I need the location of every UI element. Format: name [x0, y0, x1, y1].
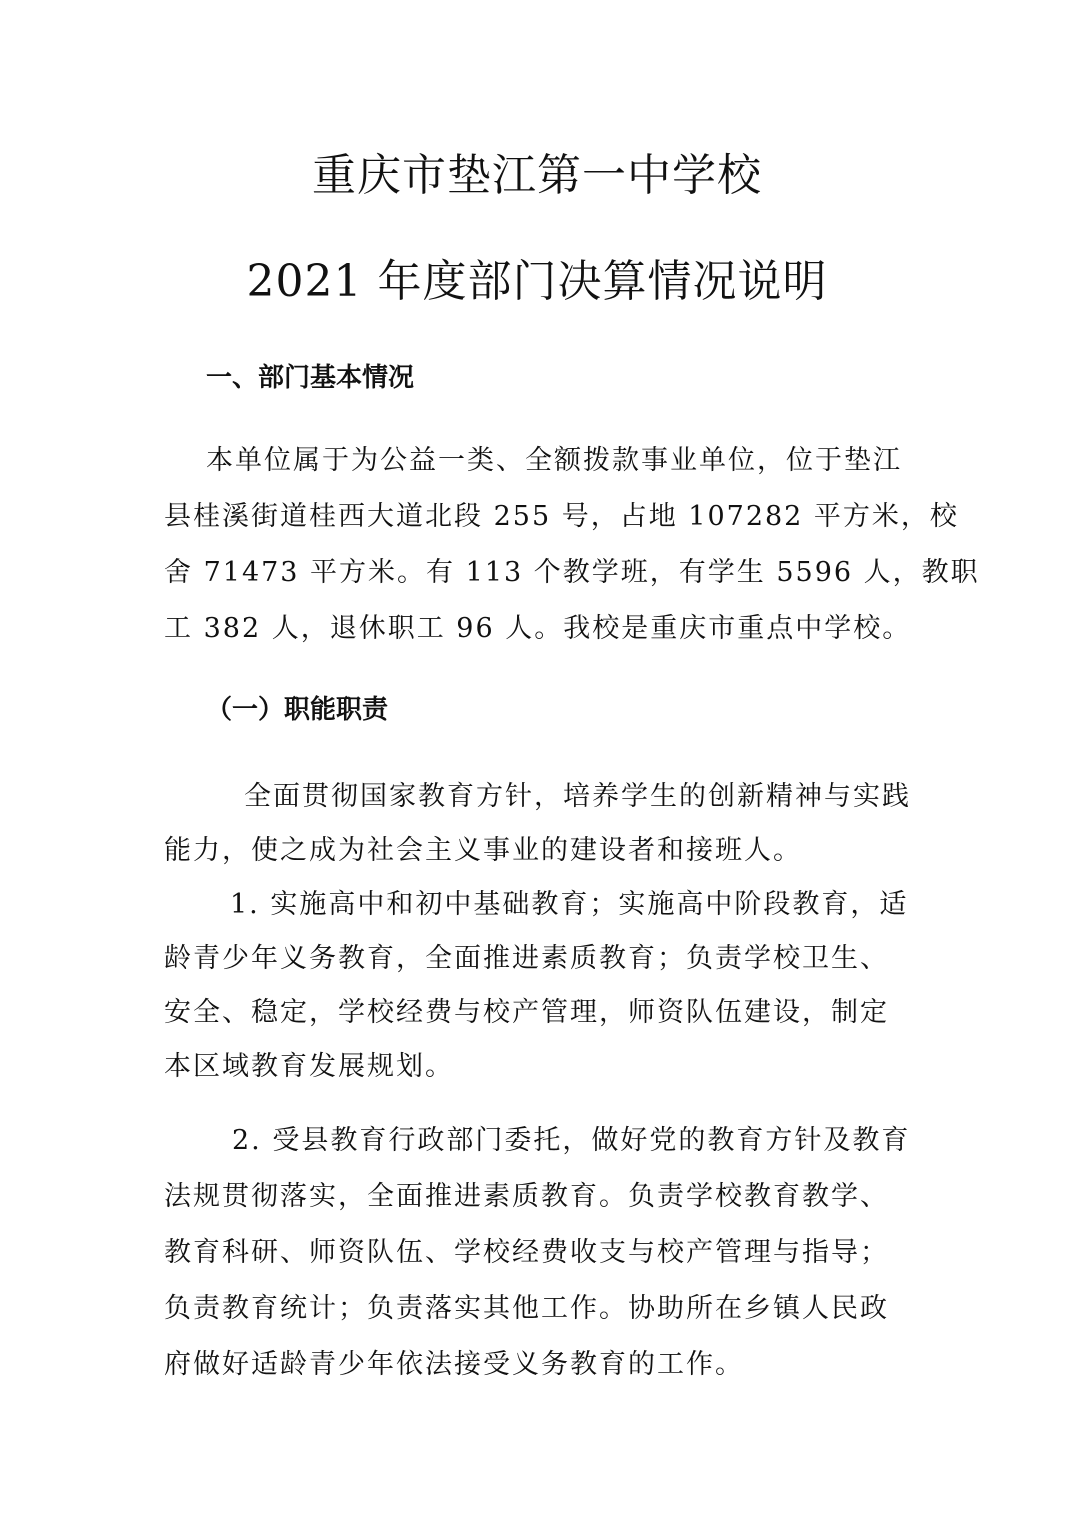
- list-item-line: 安全、稳定，学校经费与校产管理，师资队伍建设，制定: [164, 997, 889, 1028]
- document-title-line-2: 2021 年度部门决算情况说明: [246, 256, 828, 307]
- paragraph-line: 工 382 人，退休职工 96 人。我校是重庆市重点中学校。: [164, 613, 912, 644]
- list-item-line: 府做好适龄青少年依法接受义务教育的工作。: [164, 1349, 744, 1380]
- list-item-line: 法规贯彻落实，全面推进素质教育。负责学校教育教学、: [164, 1181, 889, 1212]
- section-heading-basic-info: 一、部门基本情况: [206, 363, 415, 393]
- paragraph-line: 舍 71473 平方米。有 113 个教学班，有学生 5596 人，教职: [164, 557, 980, 588]
- list-item-line: 龄青少年义务教育，全面推进素质教育；负责学校卫生、: [164, 943, 889, 974]
- paragraph-line: 本单位属于为公益一类、全额拨款事业单位，位于垫江: [206, 445, 902, 476]
- paragraph-line: 县桂溪街道桂西大道北段 255 号，占地 107282 平方米，校: [164, 501, 959, 532]
- list-item-line: 负责教育统计；负责落实其他工作。协助所在乡镇人民政: [164, 1293, 889, 1324]
- document-title-line-1: 重庆市垫江第一中学校: [312, 150, 762, 201]
- subsection-heading-duties: （一）职能职责: [206, 695, 389, 725]
- paragraph-line: 能力，使之成为社会主义事业的建设者和接班人。: [164, 835, 802, 866]
- list-item-line: 教育科研、师资队伍、学校经费收支与校产管理与指导；: [164, 1237, 889, 1268]
- paragraph-line: 全面贯彻国家教育方针，培养学生的创新精神与实践: [244, 781, 911, 812]
- list-item-line: 1. 实施高中和初中基础教育；实施高中阶段教育，适: [230, 889, 909, 920]
- list-item-line: 本区域教育发展规划。: [164, 1051, 454, 1082]
- list-item-line: 2. 受县教育行政部门委托，做好党的教育方针及教育: [232, 1125, 911, 1156]
